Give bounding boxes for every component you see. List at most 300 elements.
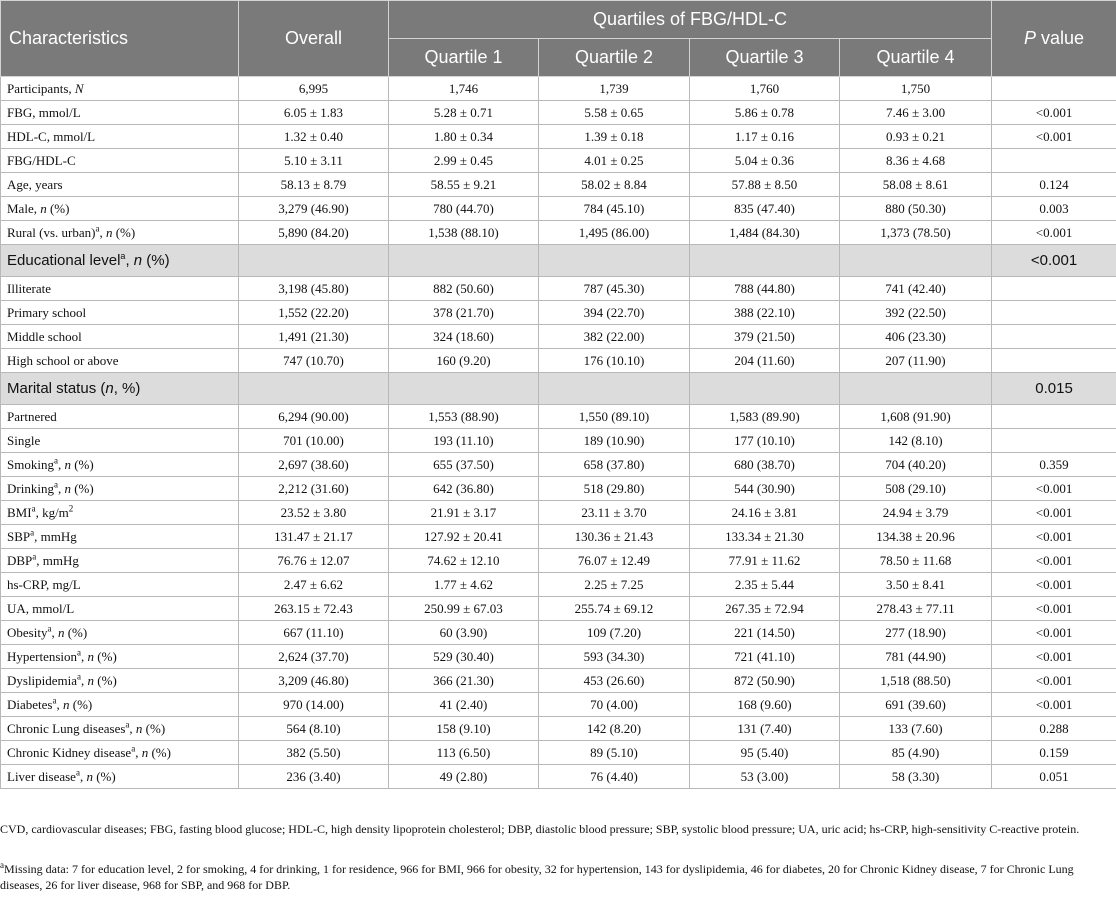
table-row xyxy=(1,453,1116,477)
row-label xyxy=(1,621,239,645)
cell-overall: 76.76 ± 12.07 xyxy=(239,549,389,573)
row-label xyxy=(1,453,239,477)
cell-p-value: <0.001 xyxy=(992,597,1116,621)
cell-quartile-3 xyxy=(690,373,840,405)
label-superscript: a xyxy=(30,527,35,538)
cell-overall: 667 (11.10) xyxy=(239,621,389,645)
cell-p-value: <0.001 xyxy=(992,245,1116,277)
label-text: n xyxy=(86,768,93,784)
footnote-missing-text: Missing data: 7 for education level, 2 for smoking, 4 for drinking, 1 for residence, 966 for BMI, 966 for obesity, 32 for hypertension, 143 for dyslipidemia, 46 for diabetes, 20 for Chronic Kidney disease, 7 for Chronic Lung diseases, 26 for liver disease, 968 for SBP, and 968 for DBP. xyxy=(0,862,1074,892)
cell-quartile-3: 788 (44.80) xyxy=(690,277,840,301)
cell-quartile-2: 76 (4.40) xyxy=(539,765,690,789)
label-text: , xyxy=(81,648,88,664)
label-superscript: a xyxy=(95,223,100,234)
table-header xyxy=(1,1,1116,77)
cell-overall: 3,279 (46.90) xyxy=(239,197,389,221)
row-label xyxy=(1,125,239,149)
label-text: BMI xyxy=(7,504,32,520)
label-text: Participants, xyxy=(7,80,75,96)
label-text: , kg/m xyxy=(35,504,69,520)
header-quartile-2: Quartile 2 xyxy=(539,39,690,77)
cell-quartile-1 xyxy=(389,245,539,277)
cell-quartile-4: 880 (50.30) xyxy=(840,197,992,221)
footnote-marker: a xyxy=(0,860,4,870)
row-label xyxy=(1,597,239,621)
label-text: DBP xyxy=(7,552,33,568)
cell-quartile-1: 60 (3.90) xyxy=(389,621,539,645)
cell-overall: 236 (3.40) xyxy=(239,765,389,789)
label-text: Diabetes xyxy=(7,696,53,712)
cell-overall: 2,624 (37.70) xyxy=(239,645,389,669)
label-superscript: a xyxy=(120,251,126,261)
label-text: , mmHg xyxy=(36,552,79,568)
label-text: Primary school xyxy=(7,304,87,320)
label-text: , xyxy=(51,624,58,640)
cell-quartile-4: 1,608 (91.90) xyxy=(840,405,992,429)
label-text: (%) xyxy=(70,480,94,496)
cell-p-value xyxy=(992,77,1116,101)
cell-quartile-1: 529 (30.40) xyxy=(389,645,539,669)
table-row xyxy=(1,125,1116,149)
cell-quartile-4: 406 (23.30) xyxy=(840,325,992,349)
cell-quartile-4: 58 (3.30) xyxy=(840,765,992,789)
cell-p-value: 0.015 xyxy=(992,373,1116,405)
cell-quartile-4 xyxy=(840,245,992,277)
label-text: , xyxy=(57,480,65,496)
row-label xyxy=(1,741,239,765)
cell-overall xyxy=(239,245,389,277)
table-row xyxy=(1,501,1116,525)
label-text: Smoking xyxy=(7,456,54,472)
cell-quartile-1: 378 (21.70) xyxy=(389,301,539,325)
header-p-value xyxy=(992,1,1116,77)
cell-quartile-4: 1,373 (78.50) xyxy=(840,221,992,245)
cell-overall: 6.05 ± 1.83 xyxy=(239,101,389,125)
header-quartile-4: Quartile 4 xyxy=(840,39,992,77)
cell-p-value: 0.359 xyxy=(992,453,1116,477)
label-text: FBG/HDL-C xyxy=(7,152,76,168)
row-label xyxy=(1,173,239,197)
table-row xyxy=(1,645,1116,669)
cell-quartile-2: 23.11 ± 3.70 xyxy=(539,501,690,525)
row-label xyxy=(1,349,239,373)
cell-quartile-3: 379 (21.50) xyxy=(690,325,840,349)
cell-quartile-3: 24.16 ± 3.81 xyxy=(690,501,840,525)
cell-p-value xyxy=(992,429,1116,453)
row-label xyxy=(1,477,239,501)
cell-p-value xyxy=(992,277,1116,301)
cell-quartile-3: 177 (10.10) xyxy=(690,429,840,453)
cell-quartile-4: 24.94 ± 3.79 xyxy=(840,501,992,525)
header-characteristics: Characteristics xyxy=(1,1,239,77)
cell-quartile-1: 655 (37.50) xyxy=(389,453,539,477)
label-superscript: a xyxy=(53,455,58,466)
cell-quartile-4 xyxy=(840,373,992,405)
cell-quartile-3: 1,484 (84.30) xyxy=(690,221,840,245)
row-label xyxy=(1,549,239,573)
cell-quartile-3: 53 (3.00) xyxy=(690,765,840,789)
cell-overall: 23.52 ± 3.80 xyxy=(239,501,389,525)
cell-quartile-4: 392 (22.50) xyxy=(840,301,992,325)
label-text: , xyxy=(57,456,65,472)
label-text: Chronic Lung diseases xyxy=(7,720,126,736)
label-text: Educational level xyxy=(7,252,121,269)
cell-quartile-2: 1.39 ± 0.18 xyxy=(539,125,690,149)
label-text: Partnered xyxy=(7,408,57,424)
cell-quartile-2: 1,550 (89.10) xyxy=(539,405,690,429)
cell-overall: 131.47 ± 21.17 xyxy=(239,525,389,549)
cell-quartile-1: 74.62 ± 12.10 xyxy=(389,549,539,573)
row-label xyxy=(1,645,239,669)
table-row xyxy=(1,525,1116,549)
cell-overall: 382 (5.50) xyxy=(239,741,389,765)
row-label xyxy=(1,77,239,101)
row-label xyxy=(1,429,239,453)
table-row xyxy=(1,669,1116,693)
cell-overall: 3,209 (46.80) xyxy=(239,669,389,693)
cell-quartile-2: 255.74 ± 69.12 xyxy=(539,597,690,621)
footnote-abbreviations: CVD, cardiovascular diseases; FBG, fasting blood glucose; HDL-C, high density lipoprotein cholesterol; DBP, diastolic blood pressure; SBP, systolic blood pressure; UA, uric acid; hs-CRP, high-sensitivity C-reactive protein. xyxy=(0,822,1080,836)
cell-p-value xyxy=(992,349,1116,373)
cell-p-value: 0.288 xyxy=(992,717,1116,741)
label-text: (%) xyxy=(92,768,116,784)
cell-quartile-4: 741 (42.40) xyxy=(840,277,992,301)
cell-quartile-2: 394 (22.70) xyxy=(539,301,690,325)
label-text: HDL-C, mmol/L xyxy=(7,128,96,144)
cell-quartile-2: 518 (29.80) xyxy=(539,477,690,501)
label-text: hs-CRP, mg/L xyxy=(7,576,81,592)
table-row xyxy=(1,405,1116,429)
label-text: n xyxy=(64,480,71,496)
cell-quartile-1: 1.77 ± 4.62 xyxy=(389,573,539,597)
table-row xyxy=(1,693,1116,717)
cell-overall: 701 (10.00) xyxy=(239,429,389,453)
cell-quartile-3: 204 (11.60) xyxy=(690,349,840,373)
cell-quartile-4: 691 (39.60) xyxy=(840,693,992,717)
cell-p-value: <0.001 xyxy=(992,477,1116,501)
label-text: n xyxy=(57,624,65,640)
cell-quartile-4: 85 (4.90) xyxy=(840,741,992,765)
cell-p-value: <0.001 xyxy=(992,693,1116,717)
label-text: n xyxy=(64,456,71,472)
cell-quartile-1: 1.80 ± 0.34 xyxy=(389,125,539,149)
cell-quartile-2: 5.58 ± 0.65 xyxy=(539,101,690,125)
cell-overall xyxy=(239,373,389,405)
row-label xyxy=(1,101,239,125)
label-text: , xyxy=(129,720,136,736)
label-text: Dyslipidemia xyxy=(7,672,78,688)
row-label xyxy=(1,405,239,429)
cell-quartile-1: 58.55 ± 9.21 xyxy=(389,173,539,197)
cell-p-value xyxy=(992,301,1116,325)
cell-quartile-3: 267.35 ± 72.94 xyxy=(690,597,840,621)
cell-quartile-4: 3.50 ± 8.41 xyxy=(840,573,992,597)
label-text: n xyxy=(135,720,143,736)
cell-quartile-2: 89 (5.10) xyxy=(539,741,690,765)
table-row xyxy=(1,477,1116,501)
row-label xyxy=(1,373,239,405)
cell-quartile-2: 130.36 ± 21.43 xyxy=(539,525,690,549)
label-text: N xyxy=(74,80,84,96)
cell-quartile-3: 57.88 ± 8.50 xyxy=(690,173,840,197)
cell-overall: 5,890 (84.20) xyxy=(239,221,389,245)
label-text: (%) xyxy=(112,224,136,240)
row-label xyxy=(1,501,239,525)
cell-quartile-2: 784 (45.10) xyxy=(539,197,690,221)
row-label xyxy=(1,325,239,349)
table-row xyxy=(1,197,1116,221)
cell-quartile-2: 453 (26.60) xyxy=(539,669,690,693)
row-label xyxy=(1,245,239,277)
cell-overall: 970 (14.00) xyxy=(239,693,389,717)
label-text: Illiterate xyxy=(7,280,52,296)
label-text: , xyxy=(135,744,142,760)
cell-overall: 2,212 (31.60) xyxy=(239,477,389,501)
cell-quartile-2: 76.07 ± 12.49 xyxy=(539,549,690,573)
cell-overall: 1.32 ± 0.40 xyxy=(239,125,389,149)
label-superscript: a xyxy=(31,503,36,514)
cell-quartile-2: 58.02 ± 8.84 xyxy=(539,173,690,197)
cell-quartile-4: 207 (11.90) xyxy=(840,349,992,373)
cell-quartile-1: 158 (9.10) xyxy=(389,717,539,741)
label-text: (%) xyxy=(94,672,117,688)
table-row xyxy=(1,325,1116,349)
cell-quartile-3: 721 (41.10) xyxy=(690,645,840,669)
cell-quartile-4: 508 (29.10) xyxy=(840,477,992,501)
cell-quartile-1: 113 (6.50) xyxy=(389,741,539,765)
cell-quartile-4: 0.93 ± 0.21 xyxy=(840,125,992,149)
table-row xyxy=(1,349,1116,373)
cell-quartile-2: 2.25 ± 7.25 xyxy=(539,573,690,597)
table-row xyxy=(1,221,1116,245)
label-text: Marital status ( xyxy=(7,380,106,397)
cell-quartile-3: 5.86 ± 0.78 xyxy=(690,101,840,125)
label-superscript: a xyxy=(47,623,52,634)
row-label xyxy=(1,197,239,221)
table-row xyxy=(1,765,1116,789)
label-text: n xyxy=(40,200,47,216)
cell-p-value: <0.001 xyxy=(992,669,1116,693)
label-superscript: a xyxy=(32,551,37,562)
cell-quartile-1: 780 (44.70) xyxy=(389,197,539,221)
header-quartile-1: Quartile 1 xyxy=(389,39,539,77)
label-text: (%) xyxy=(142,252,170,269)
cell-quartile-1 xyxy=(389,373,539,405)
label-text: Rural (vs. urban) xyxy=(7,224,96,240)
label-text: SBP xyxy=(7,528,31,544)
cell-quartile-4: 781 (44.90) xyxy=(840,645,992,669)
section-row xyxy=(1,245,1116,277)
table-row xyxy=(1,77,1116,101)
cell-quartile-2 xyxy=(539,373,690,405)
label-text: (%) xyxy=(142,720,166,736)
label-superscript: a xyxy=(52,695,57,706)
cell-quartile-2: 658 (37.80) xyxy=(539,453,690,477)
cell-quartile-4: 1,750 xyxy=(840,77,992,101)
table-row xyxy=(1,741,1116,765)
row-label xyxy=(1,525,239,549)
label-text: (%) xyxy=(148,744,171,760)
cell-quartile-1: 366 (21.30) xyxy=(389,669,539,693)
label-text: (%) xyxy=(94,648,117,664)
label-text: n xyxy=(87,672,95,688)
cell-p-value: 0.003 xyxy=(992,197,1116,221)
cell-overall: 2,697 (38.60) xyxy=(239,453,389,477)
cell-quartile-4: 58.08 ± 8.61 xyxy=(840,173,992,197)
cell-overall: 6,995 xyxy=(239,77,389,101)
cell-quartile-4: 78.50 ± 11.68 xyxy=(840,549,992,573)
label-superscript: a xyxy=(77,671,82,682)
row-label xyxy=(1,765,239,789)
cell-overall: 2.47 ± 6.62 xyxy=(239,573,389,597)
cell-quartile-3 xyxy=(690,245,840,277)
cell-quartile-3: 5.04 ± 0.36 xyxy=(690,149,840,173)
cell-quartile-4: 7.46 ± 3.00 xyxy=(840,101,992,125)
row-label xyxy=(1,221,239,245)
label-text: UA, mmol/L xyxy=(7,600,75,616)
table-row xyxy=(1,573,1116,597)
label-text: n xyxy=(133,252,143,269)
cell-quartile-1: 49 (2.80) xyxy=(389,765,539,789)
table-body xyxy=(1,77,1116,789)
cell-quartile-2 xyxy=(539,245,690,277)
label-text: Male, xyxy=(7,200,41,216)
label-text: , mmHg xyxy=(34,528,77,544)
cell-quartile-3: 1,760 xyxy=(690,77,840,101)
cell-quartile-3: 168 (9.60) xyxy=(690,693,840,717)
row-label xyxy=(1,301,239,325)
cell-p-value: <0.001 xyxy=(992,573,1116,597)
cell-quartile-2: 787 (45.30) xyxy=(539,277,690,301)
cell-quartile-3: 388 (22.10) xyxy=(690,301,840,325)
cell-quartile-3: 544 (30.90) xyxy=(690,477,840,501)
label-text: , %) xyxy=(113,380,141,397)
header-quartile-group: Quartiles of FBG/HDL-C xyxy=(389,1,992,39)
cell-p-value: <0.001 xyxy=(992,221,1116,245)
cell-quartile-1: 324 (18.60) xyxy=(389,325,539,349)
cell-quartile-2: 593 (34.30) xyxy=(539,645,690,669)
cell-p-value: <0.001 xyxy=(992,501,1116,525)
row-label xyxy=(1,669,239,693)
cell-quartile-2: 4.01 ± 0.25 xyxy=(539,149,690,173)
label-text: , xyxy=(99,224,106,240)
cell-overall: 5.10 ± 3.11 xyxy=(239,149,389,173)
table-row xyxy=(1,621,1116,645)
cell-quartile-1: 193 (11.10) xyxy=(389,429,539,453)
label-superscript: a xyxy=(125,719,130,730)
label-text: Single xyxy=(7,432,41,448)
cell-overall: 1,552 (22.20) xyxy=(239,301,389,325)
cell-p-value: <0.001 xyxy=(992,125,1116,149)
label-text: Age, years xyxy=(7,176,63,192)
cell-quartile-1: 41 (2.40) xyxy=(389,693,539,717)
label-text: , xyxy=(125,252,134,269)
cell-p-value: <0.001 xyxy=(992,621,1116,645)
label-text: n xyxy=(141,744,149,760)
row-label xyxy=(1,573,239,597)
cell-overall: 6,294 (90.00) xyxy=(239,405,389,429)
label-text: (%) xyxy=(69,696,93,712)
table-row xyxy=(1,101,1116,125)
label-superscript: a xyxy=(131,743,136,754)
cell-quartile-3: 872 (50.90) xyxy=(690,669,840,693)
footnote-missing-data xyxy=(0,861,1110,893)
cell-p-value xyxy=(992,405,1116,429)
label-text: , xyxy=(79,768,87,784)
cell-quartile-2: 109 (7.20) xyxy=(539,621,690,645)
cell-overall: 58.13 ± 8.79 xyxy=(239,173,389,197)
cell-overall: 747 (10.70) xyxy=(239,349,389,373)
label-text: n xyxy=(105,224,113,240)
cell-quartile-3: 95 (5.40) xyxy=(690,741,840,765)
cell-p-value: <0.001 xyxy=(992,645,1116,669)
cell-p-value xyxy=(992,149,1116,173)
header-quartile-3: Quartile 3 xyxy=(690,39,840,77)
header-overall: Overall xyxy=(239,1,389,77)
cell-quartile-3: 1,583 (89.90) xyxy=(690,405,840,429)
cell-quartile-4: 133 (7.60) xyxy=(840,717,992,741)
cell-quartile-1: 2.99 ± 0.45 xyxy=(389,149,539,173)
cell-overall: 263.15 ± 72.43 xyxy=(239,597,389,621)
label-superscript: 2 xyxy=(68,503,74,514)
table-row xyxy=(1,429,1116,453)
row-label xyxy=(1,277,239,301)
cell-quartile-2: 1,739 xyxy=(539,77,690,101)
table-row xyxy=(1,173,1116,197)
cell-quartile-4: 142 (8.10) xyxy=(840,429,992,453)
cell-quartile-3: 1.17 ± 0.16 xyxy=(690,125,840,149)
cell-p-value: <0.001 xyxy=(992,101,1116,125)
cell-quartile-4: 704 (40.20) xyxy=(840,453,992,477)
cell-p-value: 0.124 xyxy=(992,173,1116,197)
cell-overall: 1,491 (21.30) xyxy=(239,325,389,349)
label-text: FBG, mmol/L xyxy=(7,104,81,120)
cell-quartile-2: 1,495 (86.00) xyxy=(539,221,690,245)
cell-quartile-3: 131 (7.40) xyxy=(690,717,840,741)
row-label xyxy=(1,693,239,717)
label-text: (%) xyxy=(64,624,88,640)
cell-overall: 3,198 (45.80) xyxy=(239,277,389,301)
cell-quartile-3: 77.91 ± 11.62 xyxy=(690,549,840,573)
cell-quartile-2: 142 (8.20) xyxy=(539,717,690,741)
cell-p-value: 0.159 xyxy=(992,741,1116,765)
cell-quartile-1: 1,746 xyxy=(389,77,539,101)
cell-p-value: <0.001 xyxy=(992,525,1116,549)
cell-quartile-3: 133.34 ± 21.30 xyxy=(690,525,840,549)
label-superscript: a xyxy=(75,767,80,778)
label-text: Hypertension xyxy=(7,648,78,664)
cell-quartile-1: 5.28 ± 0.71 xyxy=(389,101,539,125)
cell-quartile-1: 882 (50.60) xyxy=(389,277,539,301)
cell-quartile-2: 189 (10.90) xyxy=(539,429,690,453)
table-row xyxy=(1,149,1116,173)
p-value-rest: value xyxy=(1036,28,1085,48)
label-text: Obesity xyxy=(7,624,48,640)
section-row xyxy=(1,373,1116,405)
cell-quartile-3: 835 (47.40) xyxy=(690,197,840,221)
label-text: n xyxy=(105,380,114,397)
label-superscript: a xyxy=(77,647,82,658)
label-text: n xyxy=(87,648,95,664)
label-text: (%) xyxy=(70,456,94,472)
label-text: High school or above xyxy=(7,352,119,368)
table-row xyxy=(1,717,1116,741)
cell-quartile-2: 382 (22.00) xyxy=(539,325,690,349)
cell-quartile-1: 21.91 ± 3.17 xyxy=(389,501,539,525)
label-text: n xyxy=(62,696,70,712)
label-text: Middle school xyxy=(7,328,82,344)
cell-p-value: <0.001 xyxy=(992,549,1116,573)
